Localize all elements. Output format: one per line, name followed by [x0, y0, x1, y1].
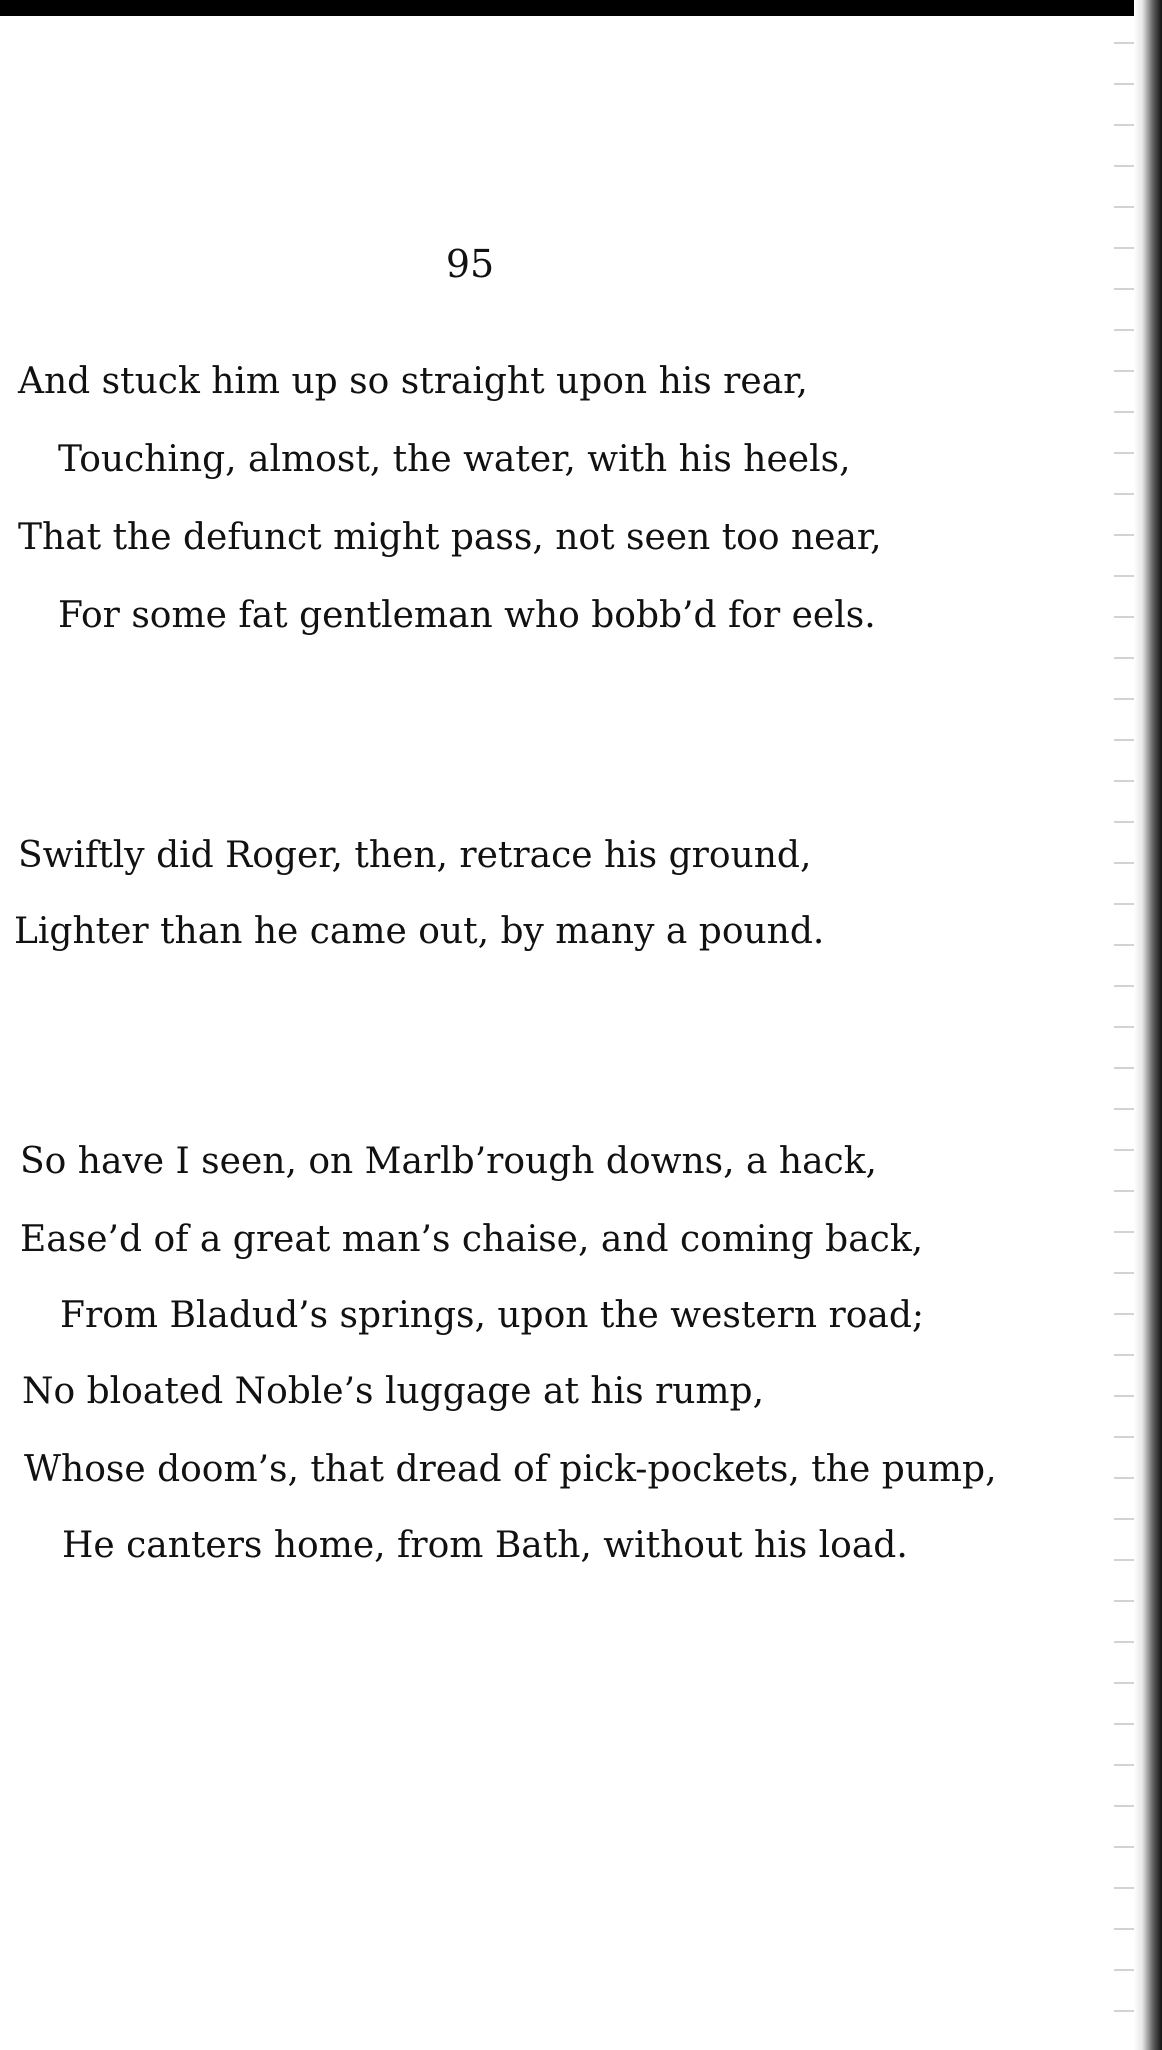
verse-line: He canters home, from Bath, without his load. — [62, 1525, 908, 1566]
verse-line: So have I seen, on Marlb’rough downs, a hack, — [20, 1141, 877, 1182]
page-gutter-shadow — [1114, 20, 1134, 2050]
page-number: 95 — [445, 242, 495, 286]
verse-line: Lighter than he came out, by many a pound. — [14, 911, 825, 952]
verse-line: For some fat gentleman who bobb’d for eels. — [58, 595, 876, 636]
verse-line: Whose doom’s, that dread of pick-pockets, the pump, — [24, 1449, 997, 1490]
verse-line: From Bladud’s springs, upon the western road; — [60, 1295, 924, 1336]
verse-line: And stuck him up so straight upon his rear, — [18, 361, 808, 402]
verse-line: Ease’d of a great man’s chaise, and coming back, — [20, 1219, 924, 1260]
verse-line: Swiftly did Roger, then, retrace his ground, — [18, 835, 812, 876]
verse-line: Touching, almost, the water, with his heels, — [58, 439, 851, 480]
verse-line: No bloated Noble’s luggage at his rump, — [22, 1371, 765, 1412]
verse-line: That the defunct might pass, not seen too near, — [18, 517, 882, 558]
page-right-edge — [1134, 0, 1162, 2050]
page-top-edge — [0, 0, 1162, 16]
